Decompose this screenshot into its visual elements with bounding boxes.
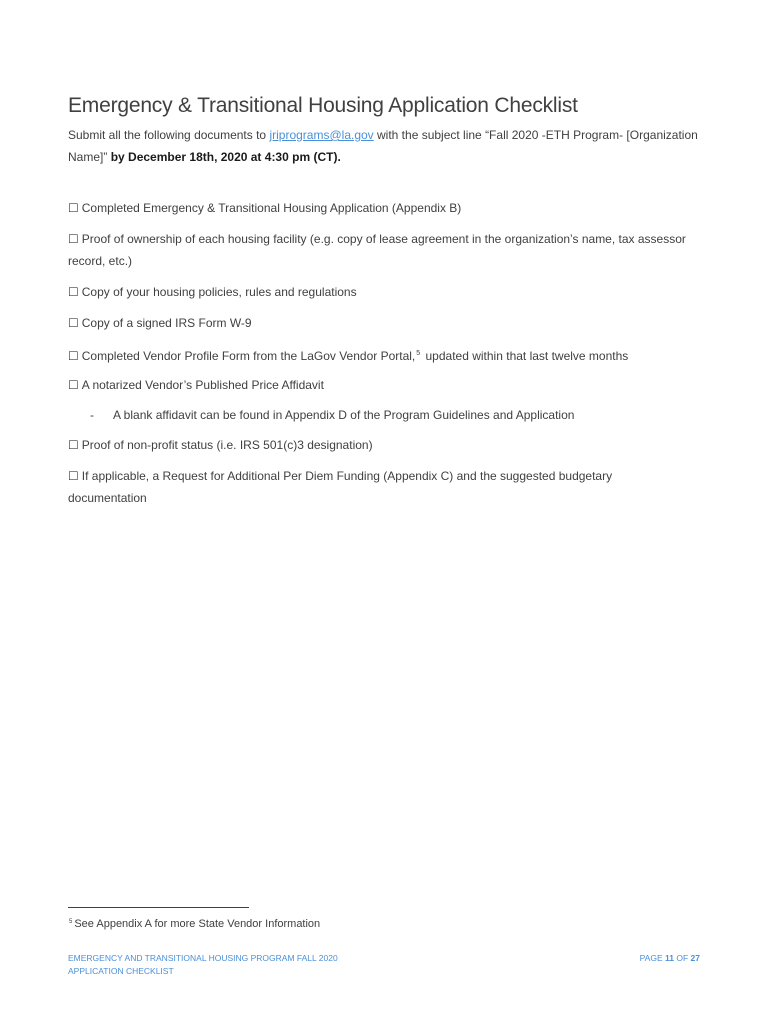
checkbox-icon[interactable]: ☐ [68,469,79,483]
checklist-item-label-cont: updated within that last twelve months [422,349,629,363]
footer-title-line2: APPLICATION CHECKLIST [68,966,174,976]
intro-paragraph [68,124,708,168]
footnote [68,914,320,932]
checkbox-icon[interactable]: ☐ [68,285,79,299]
checklist-item-label: Copy of a signed IRS Form W-9 [81,316,252,330]
checklist-item-label: Proof of ownership of each housing facility (e.g. copy of lease agreement in the organization’s name, tax assessor record, etc.) [68,232,686,268]
footnote-reference: 5 [416,350,421,357]
checklist-item-label: Completed Vendor Profile Form from the LaGov Vendor Portal, [81,349,416,363]
intro-subject-text: with the subject line “Fall 2020 -ETH Program- [Organization Name]” [68,128,698,164]
page-label: PAGE [639,953,665,963]
checklist-item-label: Proof of non-profit status (i.e. IRS 501(c)3 designation) [81,438,373,452]
checklist-item [68,312,708,334]
checklist-subitem-label: A blank affidavit can be found in Appendix D of the Program Guidelines and Application [113,408,575,422]
checklist-item [68,281,708,303]
checklist-item [68,197,708,219]
footnote-text: See Appendix A for more State Vendor Information [74,918,321,930]
page-current: 11 [665,953,674,963]
page-number [640,952,700,965]
checklist-subitem [90,404,574,426]
checkbox-icon[interactable]: ☐ [68,378,79,392]
intro-text: Submit all the following documents to [68,128,270,142]
bullet-dash: - [90,408,94,422]
checklist-item-label: Completed Emergency & Transitional Housing Application (Appendix B) [81,201,462,215]
checkbox-icon[interactable]: ☐ [68,232,79,246]
checklist-item-label: If applicable, a Request for Additional Per Diem Funding (Appendix C) and the suggested budgetary documentation [68,469,613,505]
checkbox-icon[interactable]: ☐ [68,349,79,363]
footnote-divider [68,907,249,908]
footer-title-line1: EMERGENCY AND TRANSITIONAL HOUSING PROGRAM FALL 2020 [68,953,338,963]
checklist-item [68,228,708,272]
footnote-number: 5 [69,919,73,925]
checkbox-icon[interactable]: ☐ [68,201,79,215]
checklist-item-label: Copy of your housing policies, rules and regulations [81,285,357,299]
checklist-item-label: A notarized Vendor’s Published Price Affidavit [81,378,324,392]
deadline-text: by December 18th, 2020 at 4:30 pm (CT). [110,150,341,164]
page-of: OF [674,953,691,963]
footer-document-title [68,952,338,978]
checklist-item [68,434,708,456]
page-title: Emergency & Transitional Housing Application Checklist [68,94,578,117]
email-link[interactable]: jriprograms@la.gov [269,128,374,142]
checklist-item [68,374,708,396]
checklist-item [68,465,668,509]
checkbox-icon[interactable]: ☐ [68,438,79,452]
checklist-item [68,343,708,367]
checkbox-icon[interactable]: ☐ [68,316,79,330]
page-total: 27 [690,953,700,963]
